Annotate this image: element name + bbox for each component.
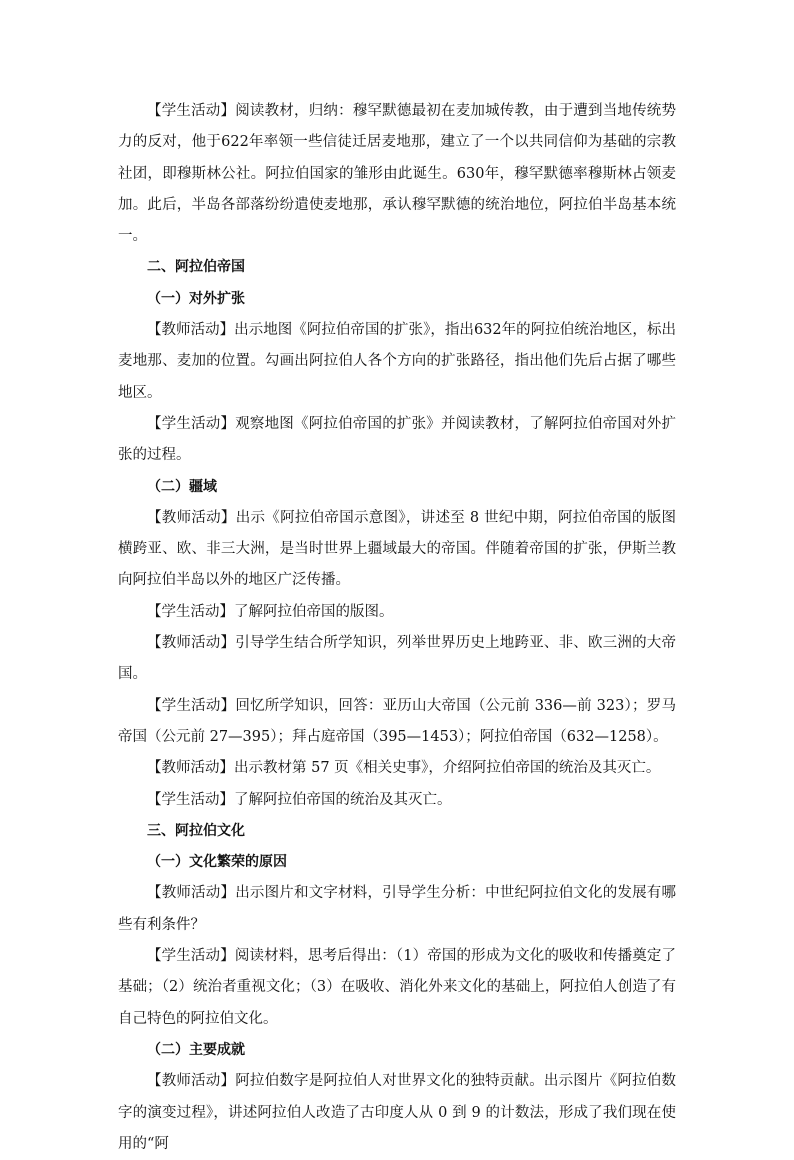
subsection-heading: （一）文化繁荣的原因 — [147, 854, 287, 871]
paragraph: 【学生活动】了解阿拉伯帝国的统治及其灭亡。 — [147, 791, 452, 808]
paragraph: 【教师活动】引导学生结合所学知识，列举世界历史上地跨亚、非、欧三洲的大帝国。 — [118, 635, 676, 683]
subsection-heading: （一）对外扩张 — [147, 290, 245, 307]
paragraph: 【教师活动】出示教材第 57 页《相关史事》，介绍阿拉伯帝国的统治及其灭亡。 — [147, 760, 661, 777]
paragraph: 【学生活动】观察地图《阿拉伯帝国的扩张》并阅读教材，了解阿拉伯帝国对外扩张的过程。 — [118, 415, 676, 464]
document-page — [118, 96, 676, 1160]
subsection-heading: （二）疆域 — [147, 478, 217, 495]
paragraph: 【教师活动】阿拉伯数字是阿拉伯人对世界文化的独特贡献。出示图片《阿拉伯数字的演变过程》，讲述阿拉伯人改造了古印度人从 0 到 9 的计数法，形成了我们现在使用的“阿 — [118, 1073, 676, 1152]
paragraph: 【学生活动】了解阿拉伯帝国的版图。 — [147, 603, 394, 620]
paragraph: 【学生活动】回忆所学知识，回答：亚历山大帝国（公元前 336—前 323）；罗马帝国（公元前 27—395）；拜占庭帝国（395—1453）；阿拉伯帝国（632—1258）。 — [118, 697, 676, 745]
subsection-heading: （二）主要成就 — [147, 1041, 245, 1058]
section-heading: 三、阿拉伯文化 — [147, 822, 245, 839]
paragraph: 【教师活动】出示《阿拉伯帝国示意图》，讲述至 8 世纪中期，阿拉伯帝国的版图横跨亚、欧、非三大洲，是当时世界上疆域最大的帝国。伴随着帝国的扩张，伊斯兰教向阿拉伯半岛以外的地区广泛传播。 — [118, 509, 676, 589]
paragraph: 【学生活动】阅读教材，归纳：穆罕默德最初在麦加城传教，由于遭到当地传统势力的反对，他于622年率领一些信徒迁居麦地那，建立了一个以共同信仰为基础的宗教社团，即穆斯林公社。阿拉伯国家的雏形由此诞生。630年，穆罕默德率穆斯林占领麦加。此后，半岛各部落纷纷遣使麦地那，承认穆罕默德的统治地位，阿拉伯半岛基本统一。 — [118, 103, 676, 245]
paragraph: 【学生活动】阅读材料，思考后得出：（1）帝国的形成为文化的吸收和传播奠定了基础；（2）统治者重视文化；（3）在吸收、消化外来文化的基础上，阿拉伯人创造了有自己特色的阿拉伯文化。 — [118, 948, 676, 1027]
section-heading: 二、阿拉伯帝国 — [147, 259, 245, 276]
paragraph: 【教师活动】出示图片和文字材料，引导学生分析：中世纪阿拉伯文化的发展有哪些有利条件？ — [118, 885, 676, 933]
paragraph: 【教师活动】出示地图《阿拉伯帝国的扩张》，指出632年的阿拉伯统治地区，标出麦地那、麦加的位置。勾画出阿拉伯人各个方向的扩张路径，指出他们先后占据了哪些地区。 — [118, 322, 676, 401]
